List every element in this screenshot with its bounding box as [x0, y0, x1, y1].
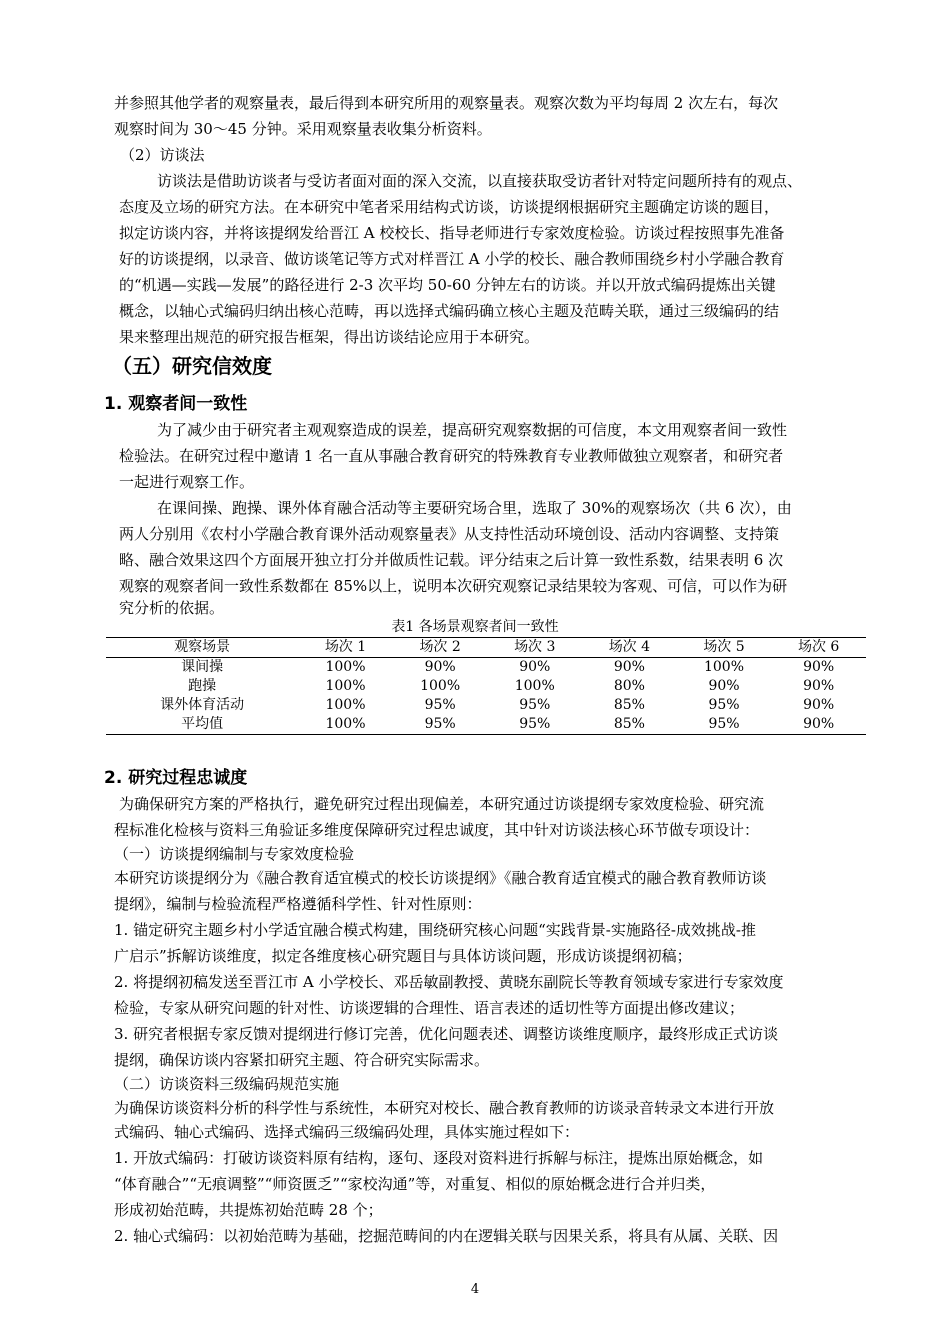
- text-line: 一起进行观察工作。: [119, 473, 255, 491]
- text-line: 为了减少由于研究者主观观察造成的误差，提高研究观察数据的可信度，本文用观察者间一致性: [157, 421, 788, 439]
- subsection-title: 2. 研究过程忠诚度: [104, 768, 248, 788]
- text-line: 访谈法是借助访谈者与受访者面对面的深入交流，以直接获取受访者针对特定问题所持有的观点、: [157, 172, 803, 190]
- text-line: 提纲》，编制与检验流程严格遵循科学性、针对性原则：: [114, 895, 482, 913]
- table-cell: 95%: [708, 697, 740, 713]
- table-cell: 100%: [325, 678, 366, 694]
- table-cell: 100%: [420, 678, 461, 694]
- text-line: 为确保研究方案的严格执行，避免研究过程出现偏差，本研究通过访谈提纲专家效度检验、研究流: [119, 795, 765, 813]
- text-line: 2. 将提纲初稿发送至晋江市 A 小学校长、邓岳敏副教授、黄晓东副院长等教育领域专家进行专家效度: [114, 973, 784, 991]
- table-row: [106, 715, 866, 735]
- table-cell: 100%: [325, 697, 366, 713]
- table-cell: 85%: [613, 716, 645, 732]
- text-line: 态度及立场的研究方法。在本研究中笔者采用结构式访谈，访谈提纲根据研究主题确定访谈的题目，: [119, 198, 780, 216]
- text-line: 检验法。在研究过程中邀请 1 名一直从事融合教育研究的特殊教育专业教师做独立观察者，和研究者: [119, 447, 784, 465]
- table-caption: 表1 各场景观察者间一致性: [391, 619, 559, 635]
- text-line: 的“机遇—实践—发展”的路径进行 2-3 次平均 50-60 分钟左右的访谈。并以开放式编码提炼出关键: [119, 276, 776, 294]
- subsection-title: 1. 观察者间一致性: [104, 394, 248, 414]
- text-line: 程标准化检核与资料三角验证多维度保障研究过程忠诚度，其中针对访谈法核心环节做专项设计：: [114, 821, 760, 839]
- text-line: 形成初始范畴，共提炼初始范畴 28 个；: [114, 1201, 383, 1219]
- table-row: [106, 696, 866, 715]
- table-cell: 100%: [325, 659, 366, 675]
- text-line: 略、融合效果这四个方面展开独立打分并做质性记载。评分结束之后计算一致性系数，结果表明 6 次: [119, 551, 784, 569]
- table-cell: 100%: [703, 659, 745, 675]
- table-cell: 95%: [424, 697, 456, 713]
- text-line: 提纲，确保访谈内容紧扣研究主题、符合研究实际需求。: [114, 1051, 490, 1069]
- table-cell: 课外体育活动: [160, 697, 245, 713]
- text-line: 两人分别用《农村小学融合教育课外活动观察量表》从支持性活动环境创设、活动内容调整、支持策: [119, 525, 780, 543]
- table-header: 场次 6: [797, 639, 840, 655]
- text-line: （二）访谈资料三级编码规范实施: [114, 1075, 340, 1093]
- section-title: （五）研究信效度: [112, 354, 272, 378]
- table-cell: 90%: [803, 716, 835, 732]
- table-cell: 平均值: [181, 716, 224, 732]
- table-header: 场次 5: [703, 639, 745, 655]
- text-line: （一）访谈提纲编制与专家效度检验: [114, 845, 355, 863]
- table-cell: 100%: [514, 678, 555, 694]
- table-cell: 90%: [803, 697, 835, 713]
- table-header: 场次 2: [419, 639, 461, 655]
- table-cell: 课间操: [181, 659, 224, 675]
- text-line: “体育融合”“无痕调整”“师资匮乏”“家校沟通”等，对重复、相似的原始概念进行合并归类，: [114, 1175, 716, 1193]
- text-line: 本研究访谈提纲分为《融合教育适宜模式的校长访谈提纲》《融合教育适宜模式的融合教育教师访谈: [114, 869, 767, 887]
- text-line: 并参照其他学者的观察量表，最后得到本研究所用的观察量表。观察次数为平均每周 2 次左右，每次: [114, 94, 779, 112]
- text-line: 在课间操、跑操、课外体育融合活动等主要研究场合里，选取了 30%的观察场次（共 6 次），由: [157, 499, 792, 517]
- table-cell: 跑操: [188, 678, 217, 694]
- table-cell: 80%: [613, 678, 645, 694]
- table-cell: 90%: [803, 659, 835, 675]
- text-line: 观察的观察者间一致性系数都在 85%以上，说明本次研究观察记录结果较为客观、可信，可以作为研: [119, 577, 788, 595]
- text-line: 式编码、轴心式编码、选择式编码三级编码处理，具体实施过程如下：: [114, 1123, 580, 1141]
- table-cell: 100%: [325, 716, 366, 732]
- table-cell: 95%: [424, 716, 456, 732]
- table-header: 场次 1: [324, 639, 367, 655]
- text-line: 3. 研究者根据专家反馈对提纲进行修订完善，优化问题表述、调整访谈维度顺序，最终形成正式访谈: [114, 1025, 779, 1043]
- table-cell: 95%: [519, 716, 551, 732]
- table-cell: 90%: [519, 659, 551, 675]
- table-cell: 90%: [708, 678, 740, 694]
- text-line: 拟定访谈内容，并将该提纲发给晋江 A 校校长、指导老师进行专家效度检验。访谈过程按照事先准备: [119, 224, 785, 242]
- text-line: 究分析的依据。: [119, 599, 225, 617]
- table-cell: 85%: [613, 697, 645, 713]
- page-number: 4: [470, 1282, 480, 1297]
- text-line: 检验，专家从研究问题的针对性、访谈逻辑的合理性、语言表述的适切性等方面提出修改建议；: [114, 999, 745, 1017]
- table-header: 观察场景: [174, 639, 231, 655]
- table-header-row: [106, 638, 866, 658]
- table-header: 场次 4: [608, 639, 651, 655]
- text-line: 1. 开放式编码：打破访谈资料原有结构，逐句、逐段对资料进行拆解与标注，提炼出原始概念，如: [114, 1149, 764, 1167]
- table-row: [106, 658, 866, 678]
- text-line: 广启示”拆解访谈维度，拟定各维度核心研究题目与具体访谈问题，形成访谈提纲初稿；: [114, 947, 692, 965]
- text-line: 观察时间为 30～45 分钟。采用观察量表收集分析资料。: [114, 120, 492, 138]
- text-line: 果来整理出规范的研究报告框架，得出访谈结论应用于本研究。: [119, 328, 540, 346]
- table-header: 场次 3: [514, 639, 556, 655]
- table-cell: 95%: [519, 697, 551, 713]
- text-line: 概念，以轴心式编码归纳出核心范畴，再以选择式编码确立核心主题及范畴关联，通过三级编码的结: [119, 302, 780, 320]
- table-cell: 90%: [613, 659, 645, 675]
- text-line: 为确保访谈资料分析的科学性与系统性，本研究对校长、融合教育教师的访谈录音转录文本进行开放: [114, 1099, 775, 1117]
- text-line: 1. 锚定研究主题乡村小学适宜融合模式构建，围绕研究核心问题“实践背景-实施路径-成效挑战-推: [114, 921, 756, 939]
- table-cell: 95%: [708, 716, 740, 732]
- table-cell: 90%: [803, 678, 835, 694]
- table-cell: 90%: [424, 659, 456, 675]
- consistency-table: [106, 637, 866, 735]
- table-row: [106, 677, 866, 696]
- text-line: 好的访谈提纲，以录音、做访谈笔记等方式对样晋江 A 小学的校长、融合教师围绕乡村小学融合教育: [119, 250, 785, 268]
- text-line: 2. 轴心式编码：以初始范畴为基础，挖掘范畴间的内在逻辑关联与因果关系，将具有从属、关联、因: [114, 1227, 779, 1245]
- method-heading: （2）访谈法: [120, 146, 205, 164]
